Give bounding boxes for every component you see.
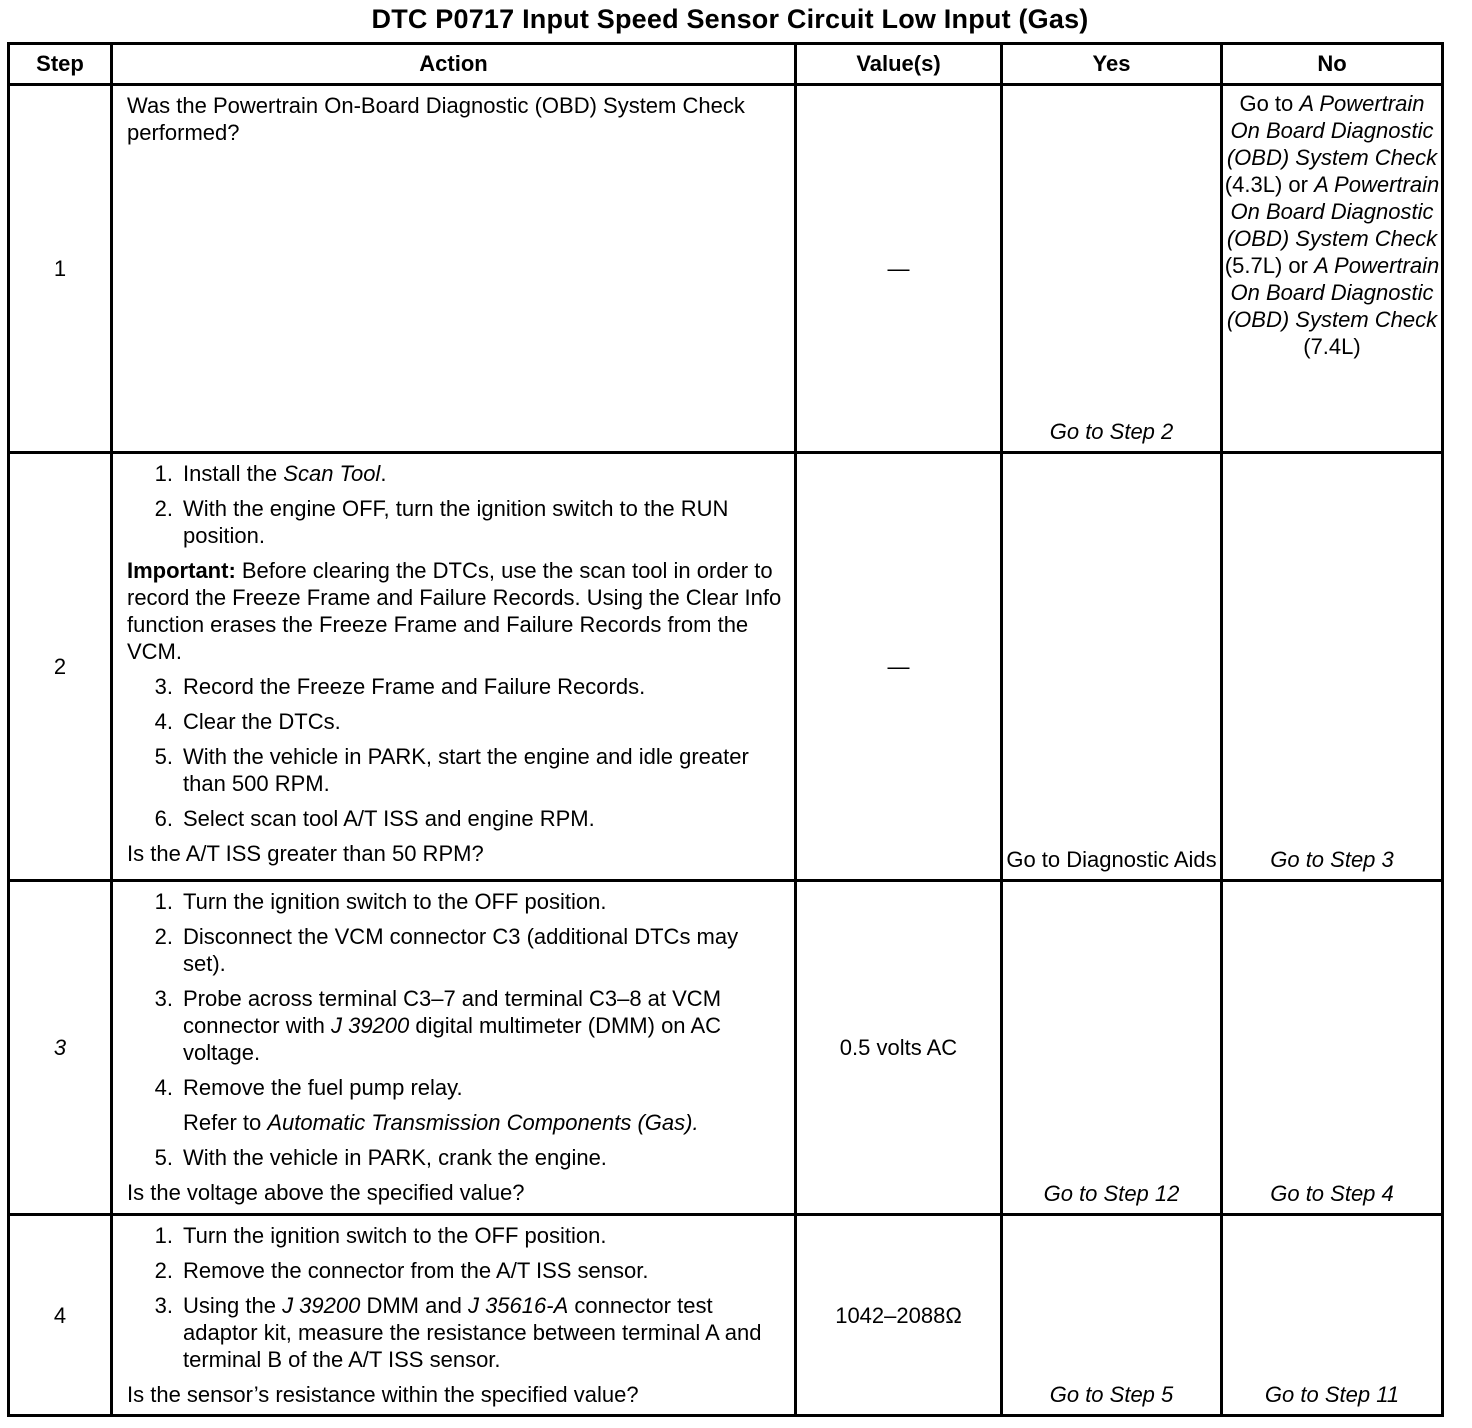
yes-link[interactable]: Go to Step 5 bbox=[1049, 1382, 1174, 1407]
action-question: Is the A/T ISS greater than 50 RPM? bbox=[127, 841, 484, 866]
action-cell bbox=[112, 881, 796, 1215]
list-item: 2. Disconnect the VCM connector C3 (additional DTCs may set). bbox=[154, 924, 739, 976]
list-item: 2. Remove the connector from the A/T ISS sensor. bbox=[154, 1258, 649, 1283]
no-cell[interactable] bbox=[1222, 453, 1443, 881]
table-row bbox=[9, 1215, 1443, 1416]
obd-check-link-4-3[interactable]: A Powertrain On Board Diagnostic (OBD) System Check bbox=[1226, 91, 1438, 170]
list-item: 4. Remove the fuel pump relay. bbox=[154, 1075, 463, 1100]
yes-cell[interactable] bbox=[1002, 1215, 1222, 1416]
list-item: 6. Select scan tool A/T ISS and engine RPM. bbox=[154, 806, 595, 831]
action-list bbox=[127, 1222, 784, 1373]
page-title: DTC P0717 Input Speed Sensor Circuit Low Input (Gas) bbox=[371, 4, 1089, 34]
yes-cell[interactable]: Go to Diagnostic Aids bbox=[1002, 453, 1222, 881]
table-row bbox=[9, 881, 1443, 1215]
action-list bbox=[127, 1144, 784, 1171]
scan-tool-link[interactable]: Scan Tool bbox=[283, 461, 381, 486]
no-text: (5.7L) or bbox=[1224, 253, 1315, 278]
table-row bbox=[9, 85, 1443, 453]
action-list bbox=[127, 888, 784, 1101]
action-list bbox=[127, 673, 784, 832]
header-yes: Yes bbox=[1002, 44, 1222, 85]
step-number: 3 bbox=[9, 881, 112, 1215]
action-question: Was the Powertrain On-Board Diagnostic (OBD) System Check performed? bbox=[127, 93, 745, 145]
value-cell: 0.5 volts AC bbox=[796, 881, 1002, 1215]
action-list bbox=[127, 460, 784, 549]
list-item: 5. With the vehicle in PARK, start the engine and idle greater than 500 RPM. bbox=[154, 744, 749, 796]
yes-link[interactable]: Go to Step 2 bbox=[1049, 419, 1174, 444]
no-text: Go to bbox=[1239, 91, 1300, 116]
no-link[interactable]: Go to Step 3 bbox=[1270, 847, 1394, 872]
diagnostic-table bbox=[7, 42, 1444, 1417]
list-item: 1. Turn the ignition switch to the OFF position. bbox=[154, 1223, 607, 1248]
list-item: 5. With the vehicle in PARK, crank the engine. bbox=[154, 1145, 607, 1170]
yes-link[interactable]: Go to Step 12 bbox=[1043, 1181, 1180, 1206]
list-item: 2. With the engine OFF, turn the ignition switch to the RUN position. bbox=[154, 496, 729, 548]
step-number: 2 bbox=[9, 453, 112, 881]
header-step: Step bbox=[9, 44, 112, 85]
list-item: 3. Using the J 39200 DMM and J 35616-A connector test adaptor kit, measure the resistance between terminal A and terminal B of the A/T ISS sensor. bbox=[154, 1293, 762, 1372]
value-cell: 1042–2088Ω bbox=[796, 1215, 1002, 1416]
value-cell: — bbox=[796, 453, 1002, 881]
components-link[interactable]: Automatic Transmission Components (Gas). bbox=[267, 1110, 699, 1135]
list-item: 3. Record the Freeze Frame and Failure Records. bbox=[154, 674, 646, 699]
action-cell bbox=[112, 1215, 796, 1416]
obd-check-link-5-7[interactable]: A Powertrain On Board Diagnostic (OBD) System Check bbox=[1226, 172, 1440, 251]
no-link[interactable]: Go to Step 11 bbox=[1264, 1382, 1400, 1407]
action-question: Is the voltage above the specified value? bbox=[127, 1180, 525, 1205]
refer-note: Refer to Automatic Transmission Components (Gas). bbox=[183, 1110, 699, 1135]
list-item: 1. Turn the ignition switch to the OFF position. bbox=[154, 889, 607, 914]
j35616a-link[interactable]: J 35616-A bbox=[467, 1293, 569, 1318]
no-cell[interactable] bbox=[1222, 881, 1443, 1215]
header-no: No bbox=[1222, 44, 1443, 85]
step-number: 4 bbox=[9, 1215, 112, 1416]
table-row bbox=[9, 453, 1443, 881]
action-cell bbox=[112, 453, 796, 881]
header-row bbox=[9, 44, 1443, 85]
no-text: (7.4L) bbox=[1303, 334, 1361, 359]
header-values: Value(s) bbox=[796, 44, 1002, 85]
list-item: 4. Clear the DTCs. bbox=[154, 709, 341, 734]
yes-cell[interactable] bbox=[1002, 881, 1222, 1215]
list-item: 3. Probe across terminal C3–7 and terminal C3–8 at VCM connector with J 39200 digital multimeter (DMM) on AC voltage. bbox=[154, 986, 722, 1065]
action-question: Is the sensor’s resistance within the specified value? bbox=[127, 1382, 639, 1407]
obd-check-link-7-4[interactable]: A Powertrain On Board Diagnostic (OBD) System Check bbox=[1226, 253, 1440, 332]
action-cell bbox=[112, 85, 796, 453]
no-cell bbox=[1222, 85, 1443, 453]
list-item: 1. Install the Scan Tool. bbox=[154, 461, 387, 486]
no-text: (4.3L) or bbox=[1224, 172, 1315, 197]
j39200-link[interactable]: J 39200 bbox=[282, 1293, 361, 1318]
no-cell[interactable] bbox=[1222, 1215, 1443, 1416]
yes-cell[interactable] bbox=[1002, 85, 1222, 453]
header-action: Action bbox=[112, 44, 796, 85]
no-link[interactable]: Go to Step 4 bbox=[1270, 1181, 1394, 1206]
value-cell: — bbox=[796, 85, 1002, 453]
j39200-link[interactable]: J 39200 bbox=[330, 1013, 410, 1038]
step-number: 1 bbox=[9, 85, 112, 453]
important-note: Important: Before clearing the DTCs, use the scan tool in order to record the Freeze Frame and Failure Records. Using the Clear Info function erases the Freeze Frame and Failure Records from the VCM. bbox=[127, 558, 782, 664]
